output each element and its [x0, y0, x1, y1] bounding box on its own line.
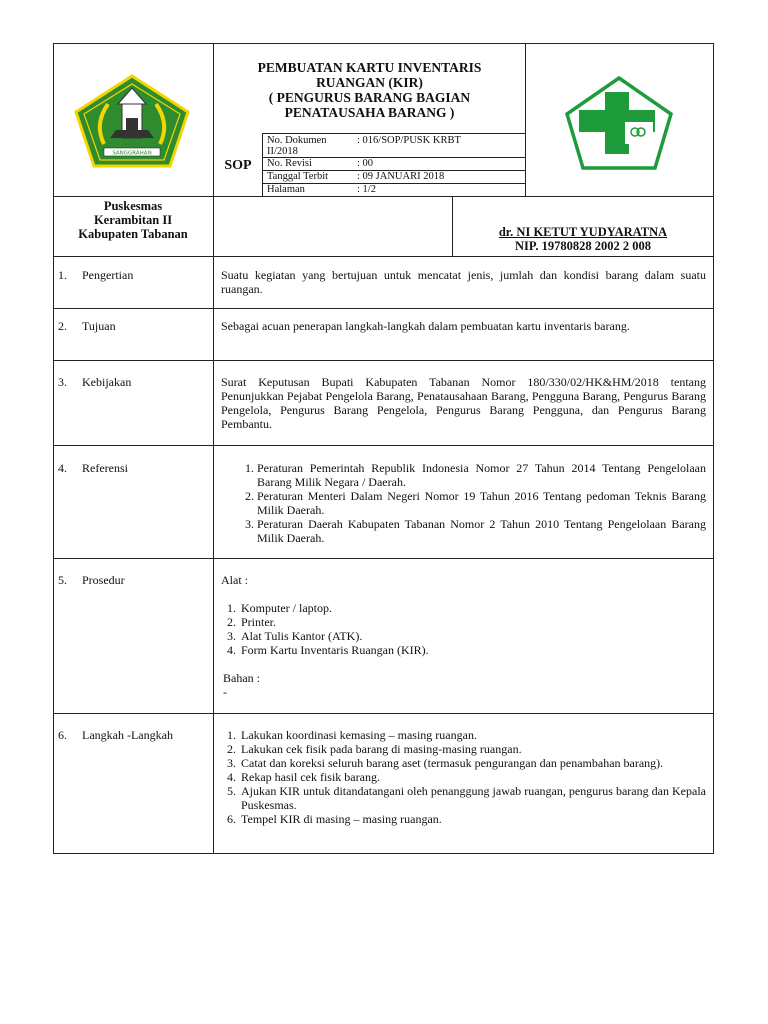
- signatory-nip: NIP. 19780828 2002 2 008: [514, 239, 651, 253]
- divider: [53, 308, 714, 309]
- section-body-tujuan: Sebagai acuan penerapan langkah-langkah dalam pembuatan kartu inventaris barang.: [221, 319, 630, 333]
- meta-value: : 1/2: [357, 184, 376, 195]
- meta-key: Tanggal Terbit: [267, 171, 329, 182]
- title-line: RUANGAN (KIR): [316, 75, 423, 90]
- list-item: 4. Rekap hasil cek fisik barang.: [239, 770, 706, 784]
- table-border-top: [53, 43, 714, 44]
- reference-list: [221, 461, 706, 545]
- section-number: 5.: [58, 573, 67, 587]
- title-line: ( PENGURUS BARANG BAGIAN: [268, 90, 471, 105]
- divider: [53, 713, 714, 714]
- section-title: Prosedur: [82, 573, 125, 587]
- alat-label: Alat :: [221, 573, 248, 587]
- section-label-referensi: [58, 461, 208, 476]
- emblem-text: SANGGRAHAN: [112, 150, 152, 157]
- meta-value: : 00: [357, 158, 374, 169]
- list-item: 2. Peraturan Menteri Dalam Negeri Nomor 19 Tahun 2016 Tentang pedoman Teknis Barang Milik Daerah.: [257, 489, 706, 517]
- sop-label: SOP: [224, 158, 252, 173]
- meta-key: Halaman: [267, 184, 305, 195]
- list-item: 5. Ajukan KIR untuk ditandatangani oleh penanggung jawab ruangan, pengurus barang dan Kepala Puskesmas.: [239, 784, 706, 812]
- list-item: 1. Komputer / laptop.: [239, 601, 706, 615]
- table-border-left: [53, 43, 54, 854]
- title-line: PENATAUSAHA BARANG ): [284, 105, 455, 120]
- section-title: Referensi: [82, 461, 128, 475]
- bahan-value: -: [223, 685, 227, 699]
- section-title: Kebijakan: [82, 375, 132, 389]
- section-title: Tujuan: [82, 319, 116, 333]
- section-body-prosedur: [221, 573, 706, 699]
- signatory-name: dr. NI KETUT YUDYARATNA: [498, 225, 668, 239]
- section-label-prosedur: [58, 573, 208, 588]
- section-number: 4.: [58, 461, 67, 475]
- section-title: Langkah -Langkah: [82, 728, 173, 742]
- section-number: 2.: [58, 319, 67, 333]
- meta-no-revisi: [263, 158, 525, 170]
- bahan-label: Bahan :: [223, 671, 260, 685]
- meta-no-dokumen: [263, 135, 525, 157]
- list-item: 1. Peraturan Pemerintah Republik Indonesia Nomor 27 Tahun 2014 Tentang Pengelolaan Barang Milik Negara / Daerah.: [257, 461, 706, 489]
- tabanan-regency-emblem-icon: [74, 74, 190, 168]
- meta-key: No. Dokumen: [267, 135, 327, 146]
- divider: [213, 196, 714, 197]
- list-item: 3. Peraturan Daerah Kabupaten Tabanan Nomor 2 Tahun 2010 Tentang Pengelolaan Barang Milik Daerah.: [257, 517, 706, 545]
- steps-list: [221, 728, 706, 826]
- divider: [53, 196, 214, 197]
- list-item: 3. Catat dan koreksi seluruh barang aset (termasuk pengurangan dan penambahan barang).: [239, 756, 706, 770]
- section-number: 1.: [58, 268, 67, 282]
- section-title: Pengertian: [82, 268, 134, 282]
- org-line: Kerambitan II: [93, 213, 173, 227]
- section-body-langkah: [221, 728, 706, 826]
- title-line: PEMBUATAN KARTU INVENTARIS: [257, 60, 482, 75]
- meta-tanggal-terbit: [263, 171, 525, 183]
- list-item: 4. Form Kartu Inventaris Ruangan (KIR).: [239, 643, 706, 657]
- document-title: [214, 60, 525, 120]
- puskesmas-logo-icon: [561, 76, 677, 170]
- section-label-pengertian: [58, 268, 208, 283]
- section-body-referensi: [221, 461, 706, 545]
- section-label-kebijakan: [58, 375, 208, 390]
- section-number: 6.: [58, 728, 67, 742]
- list-item: 3. Alat Tulis Kantor (ATK).: [239, 629, 706, 643]
- meta-key: II/2018: [267, 146, 298, 157]
- section-label-langkah: [58, 728, 208, 743]
- alat-list: [221, 601, 706, 657]
- section-number: 3.: [58, 375, 67, 389]
- list-item: 2. Lakukan cek fisik pada barang di masing-masing ruangan.: [239, 742, 706, 756]
- table-border-right: [713, 43, 714, 854]
- meta-value: : 016/SOP/PUSK KRBT: [357, 135, 461, 146]
- list-item: 2. Printer.: [239, 615, 706, 629]
- divider: [53, 445, 714, 446]
- list-item: 6. Tempel KIR di masing – masing ruangan.: [239, 812, 706, 826]
- divider: [53, 558, 714, 559]
- section-label-tujuan: [58, 319, 208, 334]
- divider: [262, 133, 526, 134]
- section-body-pengertian: Suatu kegiatan yang bertujuan untuk mencatat jenis, jumlah dan kondisi barang dalam suatu ruangan.: [221, 268, 706, 296]
- org-line: Puskesmas: [103, 199, 163, 213]
- section-body-kebijakan: Surat Keputusan Bupati Kabupaten Tabanan Nomor 180/330/02/HK&HM/2018 tentang Penunjukkan Pejabat Pengelola Barang, Penatausahaan Barang, Pengguna Barang, Pengurus Barang Pengelola, Pengurus Barang Pengelola, Pengurus Barang Pengguna, dan Pengurus Barang Pembantu.: [221, 375, 706, 431]
- list-item: 1. Lakukan koordinasi kemasing – masing ruangan.: [239, 728, 706, 742]
- meta-value: : 09 JANUARI 2018: [357, 171, 445, 182]
- organization-info: [53, 199, 213, 241]
- divider: [53, 360, 714, 361]
- divider: [53, 256, 714, 257]
- meta-halaman: [263, 184, 525, 196]
- divider: [525, 43, 526, 197]
- org-line: Kabupaten Tabanan: [78, 227, 188, 241]
- meta-key: No. Revisi: [267, 158, 312, 169]
- table-border-bottom: [53, 853, 714, 854]
